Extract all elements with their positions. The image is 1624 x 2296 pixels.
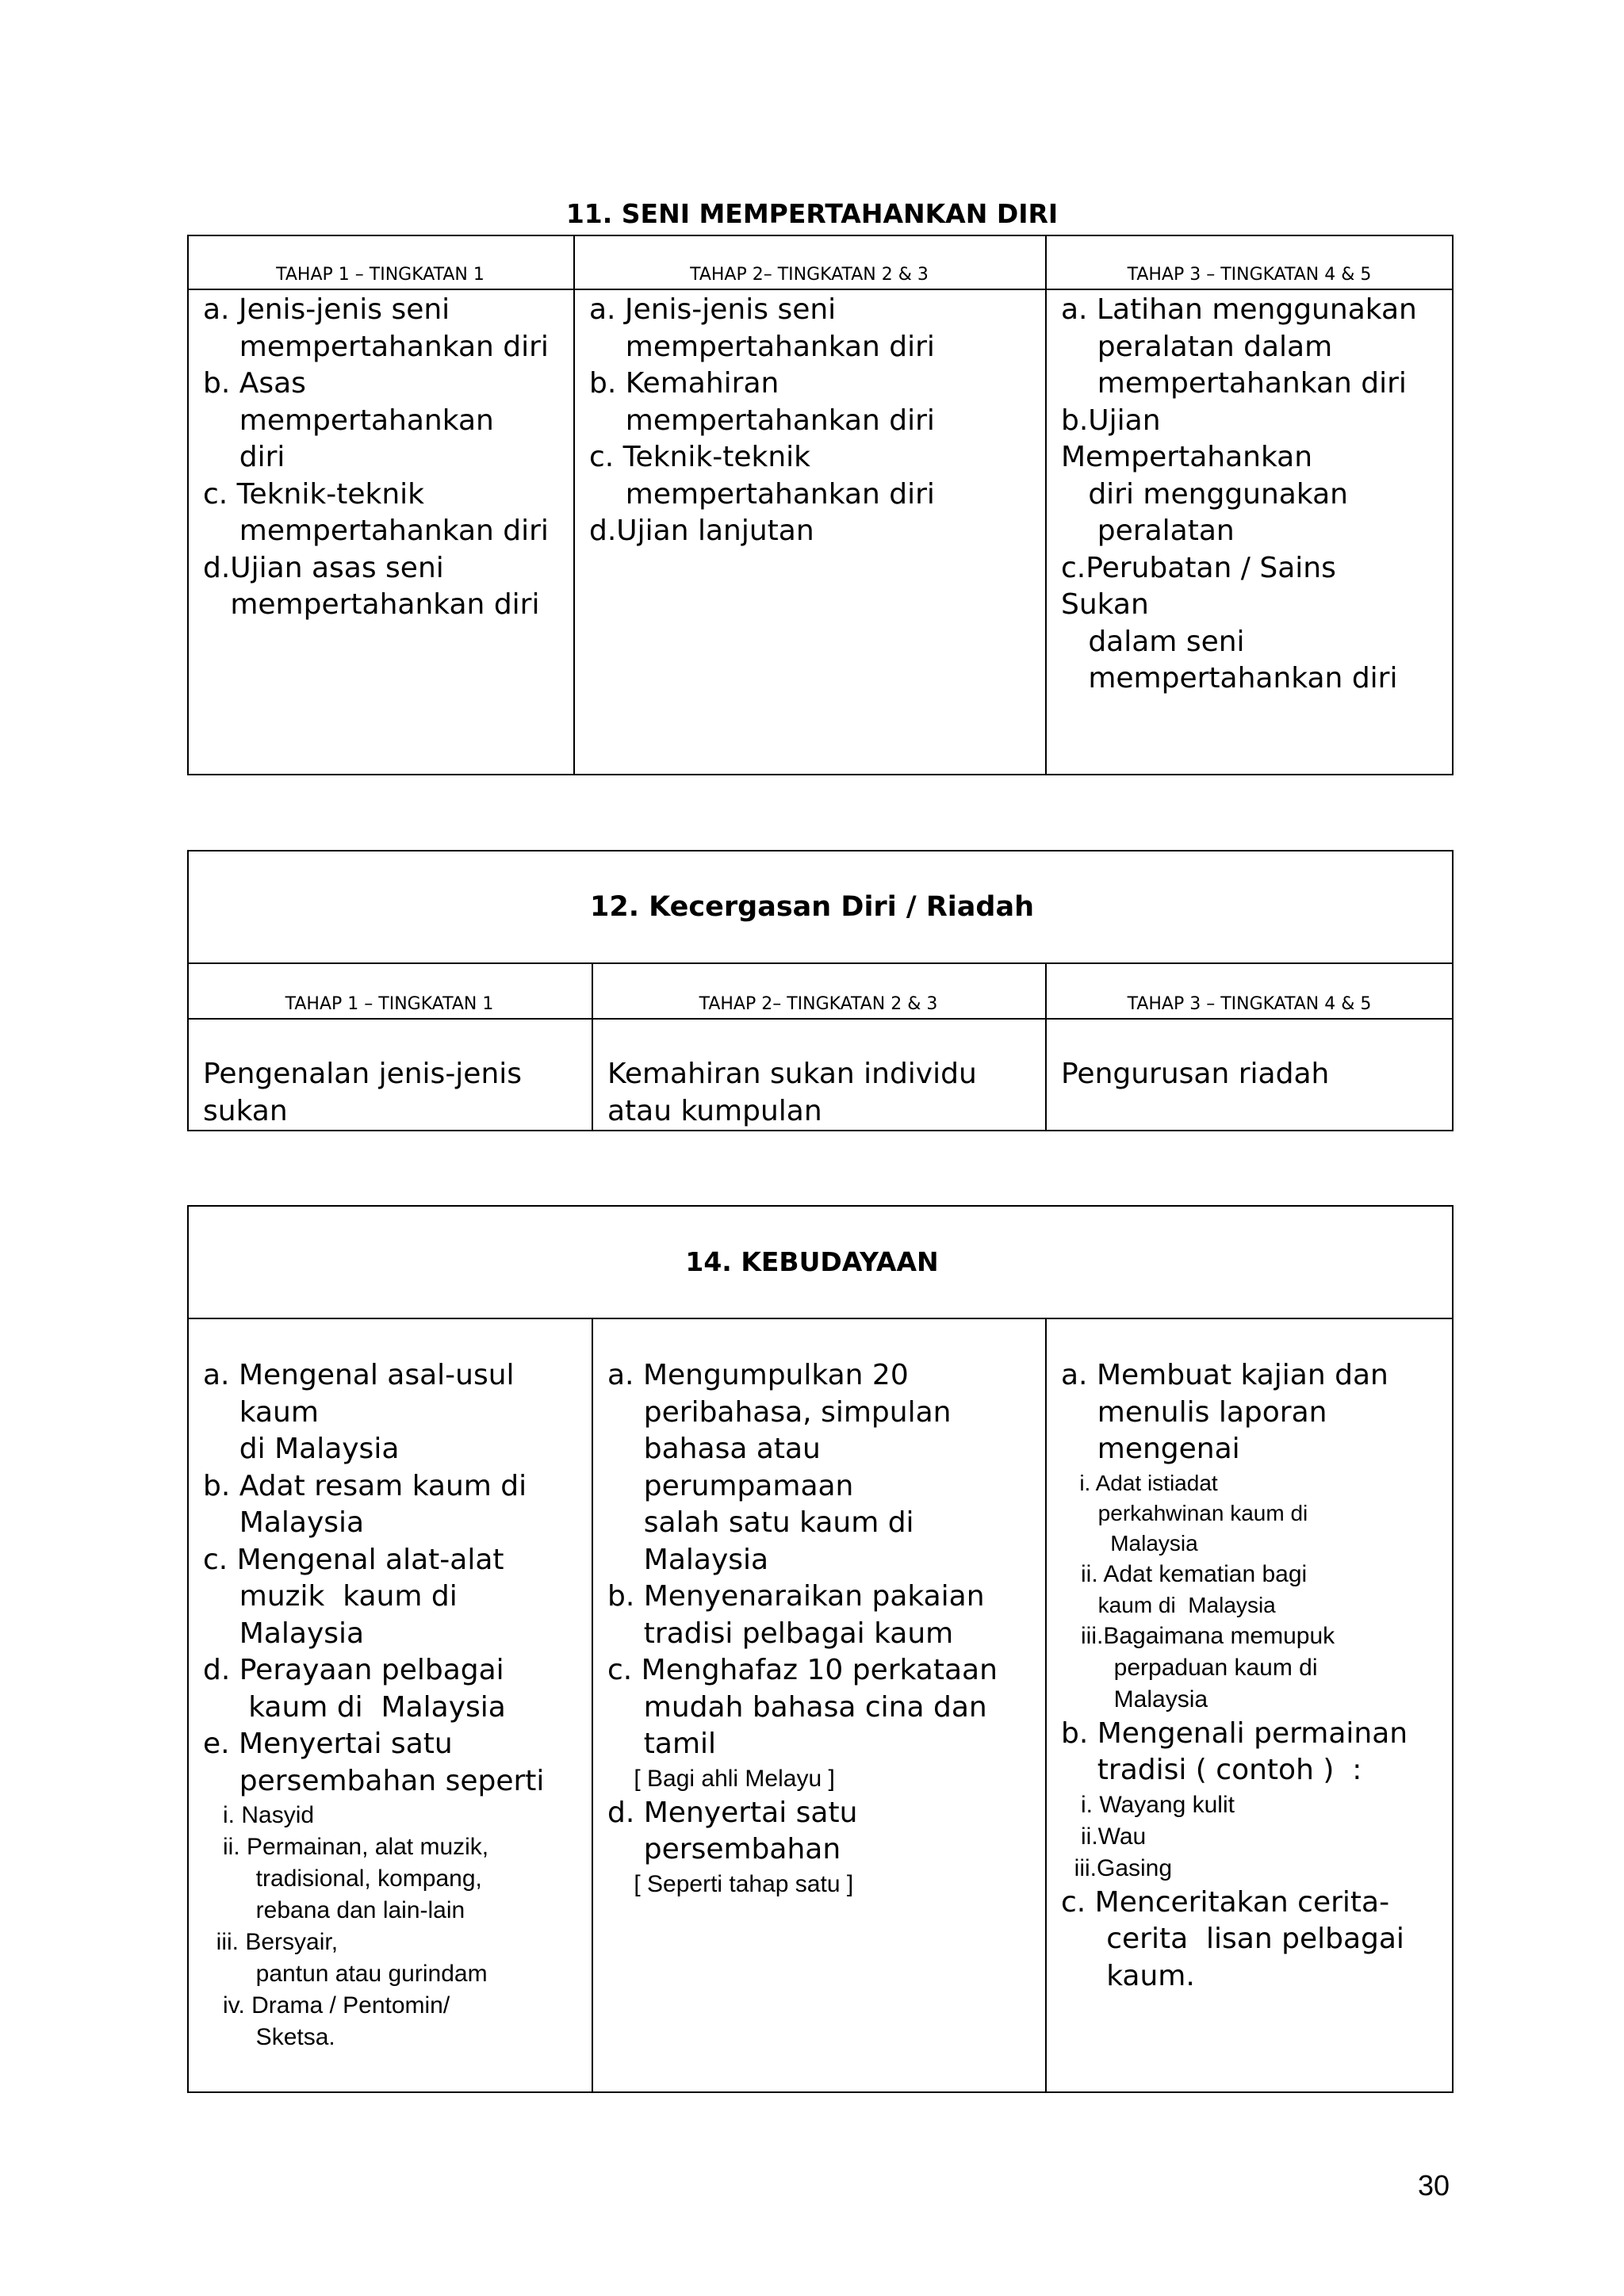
cell-line: a. Latihan menggunakan [1061, 293, 1417, 326]
cell-line: a. Jenis-jenis seni [203, 293, 450, 326]
page-number: 30 [1417, 2169, 1450, 2202]
header-tahap-3: TAHAP 3 – TINGKATAN 4 & 5 [1127, 265, 1372, 285]
section-14-col-1 [203, 1357, 544, 2053]
cell-line-small: perkahwinan kaum di [1061, 1500, 1308, 1525]
cell-line: mempertahankan diri [203, 588, 540, 621]
table-divider [187, 289, 1454, 290]
cell-line-small: iv. Drama / Pentomin/ [203, 1992, 450, 2019]
column-divider [592, 1318, 593, 2093]
cell-line: c. Menghafaz 10 perkataan [607, 1654, 998, 1686]
cell-line-small: ii. Permainan, alat muzik, [203, 1834, 489, 1860]
cell-line: c. Teknik-teknik [203, 477, 424, 511]
cell-line-small: [ Bagi ahli Melayu ] [607, 1765, 835, 1792]
cell-line: perumpamaan [607, 1469, 854, 1502]
cell-line: b. Menyenaraikan pakaian [607, 1580, 985, 1613]
cell-line: d.Ujian lanjutan [589, 515, 814, 547]
cell-line: b.Ujian [1061, 404, 1161, 437]
cell-line: mempertahankan diri [1061, 367, 1407, 400]
cell-line: d. Perayaan pelbagai [203, 1654, 504, 1686]
cell-line-small: tradisional, kompang, [203, 1866, 482, 1892]
cell-line: b. Asas [203, 367, 306, 400]
header-tahap-2: TAHAP 2– TINGKATAN 2 & 3 [699, 994, 938, 1014]
table-divider [187, 962, 1454, 964]
cell-line: bahasa atau [607, 1433, 821, 1465]
cell-line: Pengenalan jenis-jenis [203, 1058, 523, 1090]
cell-line: atau kumpulan [607, 1094, 822, 1127]
cell-line-small: rebana dan lain-lain [203, 1897, 465, 1923]
cell-line-small: iii.Bagaimana memupuk [1061, 1622, 1335, 1649]
cell-line-small: Sketsa. [203, 2024, 335, 2050]
cell-line: Mempertahankan [1061, 441, 1313, 473]
cell-line-small: iii.Gasing [1061, 1854, 1173, 1881]
cell-line-small: kaum di Malaysia [1061, 1592, 1276, 1617]
cell-line: dalam seni [1061, 625, 1245, 658]
header-tahap-3: TAHAP 3 – TINGKATAN 4 & 5 [1127, 994, 1372, 1014]
section-11-col-2 [589, 292, 935, 550]
cell-line: mudah bahasa cina dan [607, 1690, 987, 1724]
cell-line: mempertahankan diri [589, 330, 935, 363]
section-12-title: 12. Kecergasan Diri / Riadah [589, 891, 1035, 923]
cell-line: e. Menyertai satu [203, 1728, 453, 1760]
section-11-title: 11. SENI MEMPERTAHANKAN DIRI [565, 198, 1059, 229]
cell-line: Kemahiran sukan individu [607, 1058, 977, 1090]
cell-line-small: [ Seperti tahap satu ] [607, 1870, 854, 1897]
table-divider [187, 1318, 1454, 1319]
cell-line-small: perpaduan kaum di [1061, 1654, 1318, 1681]
cell-line: a. Mengenal asal-usul [203, 1359, 515, 1391]
cell-line-small: iii. Bersyair, [203, 1929, 339, 1955]
header-tahap-2: TAHAP 2– TINGKATAN 2 & 3 [690, 265, 929, 285]
section-11-col-3 [1061, 292, 1417, 698]
section-12-col-2 [607, 1056, 977, 1130]
cell-line: mempertahankan diri [1061, 662, 1398, 695]
header-tahap-1: TAHAP 1 – TINGKATAN 1 [276, 265, 485, 285]
cell-line: cerita lisan pelbagai [1061, 1923, 1404, 1955]
cell-line: mempertahankan diri [203, 330, 549, 363]
cell-line: a. Mengumpulkan 20 [607, 1359, 909, 1391]
section-11-col-1 [203, 292, 549, 624]
cell-line: peribahasa, simpulan [607, 1395, 952, 1429]
cell-line: Pengurusan riadah [1061, 1058, 1330, 1090]
cell-line: kaum di Malaysia [203, 1690, 506, 1724]
cell-line: peralatan dalam [1061, 330, 1333, 363]
cell-line: b. Kemahiran [589, 367, 779, 400]
section-14-col-2 [607, 1357, 998, 1900]
cell-line-small: ii. Adat kematian bagi [1061, 1560, 1308, 1587]
cell-line: a. Membuat kajian dan [1061, 1359, 1388, 1391]
cell-line: peralatan [1061, 515, 1235, 547]
cell-line: mempertahankan [203, 404, 494, 437]
column-divider [592, 962, 593, 1131]
cell-line: d. Menyertai satu [607, 1796, 858, 1829]
cell-line-small: Malaysia [1061, 1530, 1198, 1556]
cell-line: persembahan seperti [203, 1764, 545, 1797]
cell-line: a. Jenis-jenis seni [589, 293, 837, 326]
cell-line: mempertahankan diri [589, 477, 935, 511]
cell-line: di Malaysia [203, 1433, 400, 1465]
cell-line: mengenai [1061, 1433, 1240, 1465]
column-divider [573, 235, 575, 775]
cell-line: sukan [203, 1094, 288, 1127]
cell-line: muzik kaum di [203, 1580, 458, 1613]
cell-line: salah satu kaum di [607, 1506, 914, 1539]
cell-line: menulis laporan [1061, 1395, 1327, 1429]
cell-line: c. Menceritakan cerita- [1061, 1885, 1390, 1919]
cell-line: b. Mengenali permainan [1061, 1716, 1408, 1750]
cell-line-small: pantun atau gurindam [203, 1961, 488, 1987]
cell-line: mempertahankan diri [589, 404, 935, 437]
header-tahap-1: TAHAP 1 – TINGKATAN 1 [285, 994, 494, 1014]
table-divider [187, 1018, 1454, 1020]
cell-line-small: i. Wayang kulit [1061, 1791, 1235, 1818]
column-divider [1045, 962, 1047, 1131]
cell-line: tamil [607, 1728, 717, 1760]
cell-line: c. Teknik-teknik [589, 441, 810, 473]
cell-line: b. Adat resam kaum di [203, 1469, 527, 1502]
cell-line: diri menggunakan [1061, 477, 1348, 511]
column-divider [1045, 1318, 1047, 2093]
cell-line: c.Perubatan / Sains [1061, 551, 1336, 584]
cell-line: Sukan [1061, 588, 1149, 621]
cell-line: c. Mengenal alat-alat [203, 1543, 504, 1576]
section-14-col-3 [1061, 1357, 1408, 1995]
cell-line-small: ii.Wau [1061, 1823, 1147, 1850]
cell-line: tradisi pelbagai kaum [607, 1617, 954, 1650]
section-12-col-3 [1061, 1056, 1329, 1093]
cell-line: kaum. [1061, 1959, 1195, 1992]
cell-line: persembahan [607, 1833, 841, 1866]
cell-line: d.Ujian asas seni [203, 551, 444, 584]
section-12-col-1 [203, 1056, 522, 1130]
cell-line: Malaysia [607, 1543, 769, 1576]
cell-line: kaum [203, 1395, 319, 1429]
cell-line: Malaysia [203, 1617, 365, 1650]
cell-line: diri [203, 441, 285, 473]
cell-line-small: i. Adat istiadat [1061, 1470, 1218, 1495]
cell-line: Malaysia [203, 1506, 365, 1539]
cell-line-small: Malaysia [1061, 1686, 1208, 1712]
section-14-title: 14. KEBUDAYAAN [685, 1246, 939, 1277]
cell-line: tradisi ( contoh ) : [1061, 1754, 1362, 1786]
cell-line-small: i. Nasyid [203, 1802, 315, 1828]
cell-line: mempertahankan diri [203, 515, 549, 547]
column-divider [1045, 235, 1047, 775]
